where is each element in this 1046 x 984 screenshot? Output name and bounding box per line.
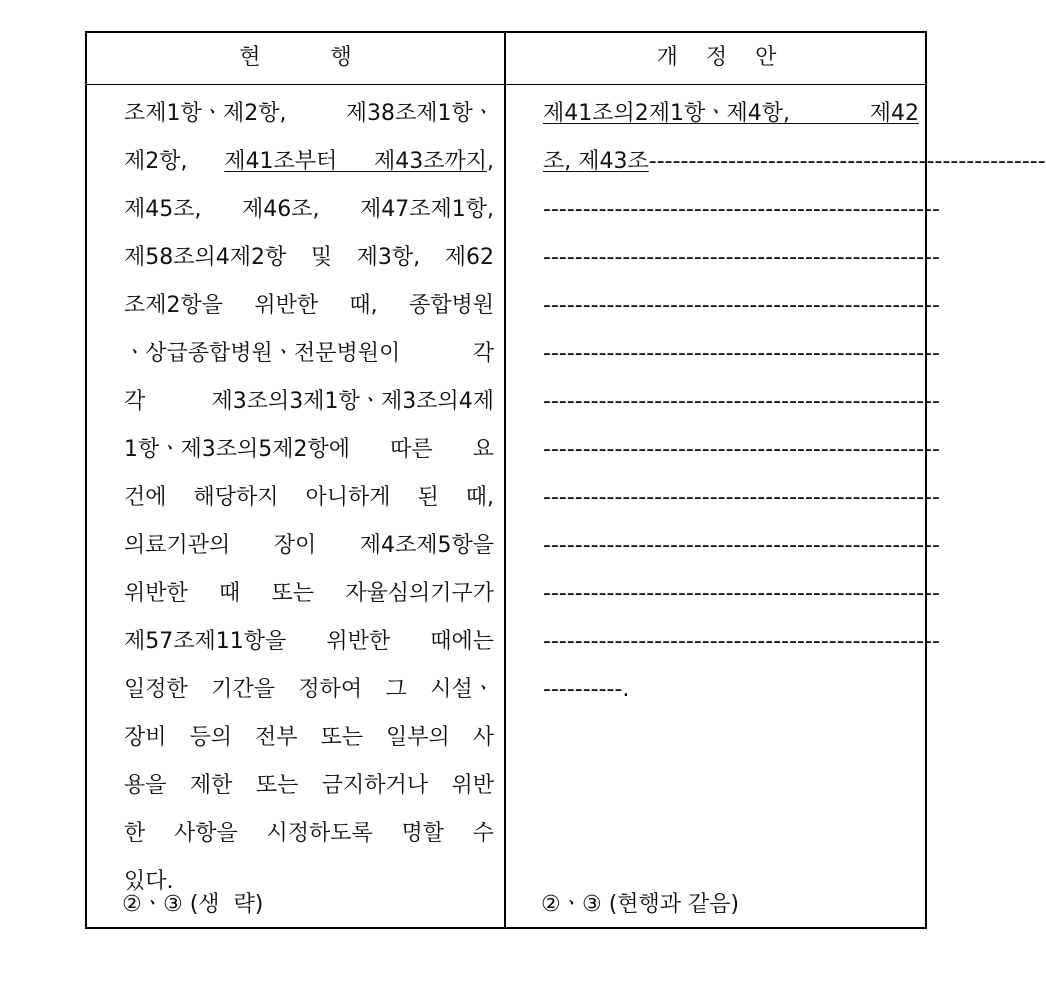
current-text-line bbox=[124, 762, 494, 810]
current-text-line bbox=[124, 186, 494, 234]
underlined-segment: 제41조부터 제43조까지 bbox=[224, 149, 487, 174]
text-segment: 조제2항을 위반한 때, 종합병원 bbox=[124, 293, 494, 318]
amendment-text-column bbox=[543, 90, 1046, 714]
current-text-line bbox=[124, 138, 494, 186]
text-segment: 의료기관의 장이 제4조제5항을 bbox=[124, 533, 494, 558]
amendment-footer-note: ②ㆍ③ (현행과 같음) bbox=[541, 892, 740, 917]
underlined-segment: 제41조의2제1항ㆍ제4항, 제42 bbox=[543, 101, 919, 126]
current-text-line bbox=[124, 378, 494, 426]
same-as-current-dashes: -------------------------------------------------- bbox=[543, 437, 940, 462]
same-as-current-dashes: -------------------------------------------------- bbox=[543, 629, 940, 654]
current-text-line bbox=[124, 618, 494, 666]
text-segment: 제45조, 제46조, 제47조제1항, bbox=[124, 197, 494, 222]
header-divider bbox=[87, 84, 925, 85]
current-text-column bbox=[124, 90, 494, 906]
header-amendment: 개 정 안 bbox=[656, 45, 777, 70]
same-as-current-dashes: -------------------------------------------------- bbox=[543, 293, 940, 318]
current-text-line bbox=[124, 90, 494, 138]
amendment-text-line bbox=[543, 90, 919, 138]
column-divider bbox=[504, 33, 506, 927]
current-text-line bbox=[124, 522, 494, 570]
text-segment: 제58조의4제2항 및 제3항, 제62 bbox=[124, 245, 494, 270]
text-segment: 있다. bbox=[124, 869, 174, 894]
current-text-line bbox=[124, 570, 494, 618]
same-as-current-dashes-end: ----------. bbox=[543, 677, 630, 702]
text-segment: 1항ㆍ제3조의5제2항에 따른 요 bbox=[124, 437, 494, 462]
text-segment: 각 제3조의3제1항ㆍ제3조의4제 bbox=[124, 389, 494, 414]
current-text-line bbox=[124, 714, 494, 762]
text-segment: ㆍ상급종합병원ㆍ전문병원이 각 bbox=[124, 341, 494, 366]
current-text-line bbox=[124, 234, 494, 282]
text-segment: 일정한 기간을 정하여 그 시설ㆍ bbox=[124, 677, 494, 702]
same-as-current-dashes: -------------------------------------------------- bbox=[543, 389, 940, 414]
current-text-line bbox=[124, 474, 494, 522]
amendment-text-line bbox=[543, 138, 1046, 186]
current-text-line bbox=[124, 666, 494, 714]
text-segment: 제57조제11항을 위반한 때에는 bbox=[124, 629, 494, 654]
text-segment: 장비 등의 전부 또는 일부의 사 bbox=[124, 725, 494, 750]
underlined-segment: 조, 제43조 bbox=[543, 149, 649, 174]
header-current: 현 행 bbox=[239, 45, 352, 70]
same-as-current-dashes: -------------------------------------------------- bbox=[543, 485, 940, 510]
current-text-line bbox=[124, 282, 494, 330]
current-footer-note: ②ㆍ③ (생 략) bbox=[122, 892, 264, 917]
current-text-line bbox=[124, 810, 494, 858]
text-segment: 위반한 때 또는 자율심의기구가 bbox=[124, 581, 494, 606]
same-as-current-dashes: -------------------------------------------------- bbox=[543, 341, 940, 366]
text-segment: 제2항, bbox=[124, 149, 225, 174]
same-as-current-dashes: -------------------------------------------------- bbox=[543, 197, 940, 222]
text-segment: 용을 제한 또는 금지하거나 위반 bbox=[124, 773, 494, 798]
current-text-line bbox=[124, 330, 494, 378]
same-as-current-dashes: -------------------------------------------------- bbox=[543, 533, 940, 558]
text-segment: , bbox=[487, 149, 494, 174]
same-as-current-dashes: -------------------------------------------------- bbox=[543, 581, 940, 606]
same-as-current-dashes: -------------------------------------------------- bbox=[648, 149, 1046, 174]
same-as-current-dashes: -------------------------------------------------- bbox=[543, 245, 940, 270]
text-segment: 건에 해당하지 아니하게 된 때, bbox=[124, 485, 494, 510]
current-text-line bbox=[124, 426, 494, 474]
comparison-table bbox=[85, 31, 1046, 929]
text-segment: 한 사항을 시정하도록 명할 수 bbox=[124, 821, 494, 846]
text-segment: 조제1항ㆍ제2항, 제38조제1항ㆍ bbox=[124, 101, 494, 126]
